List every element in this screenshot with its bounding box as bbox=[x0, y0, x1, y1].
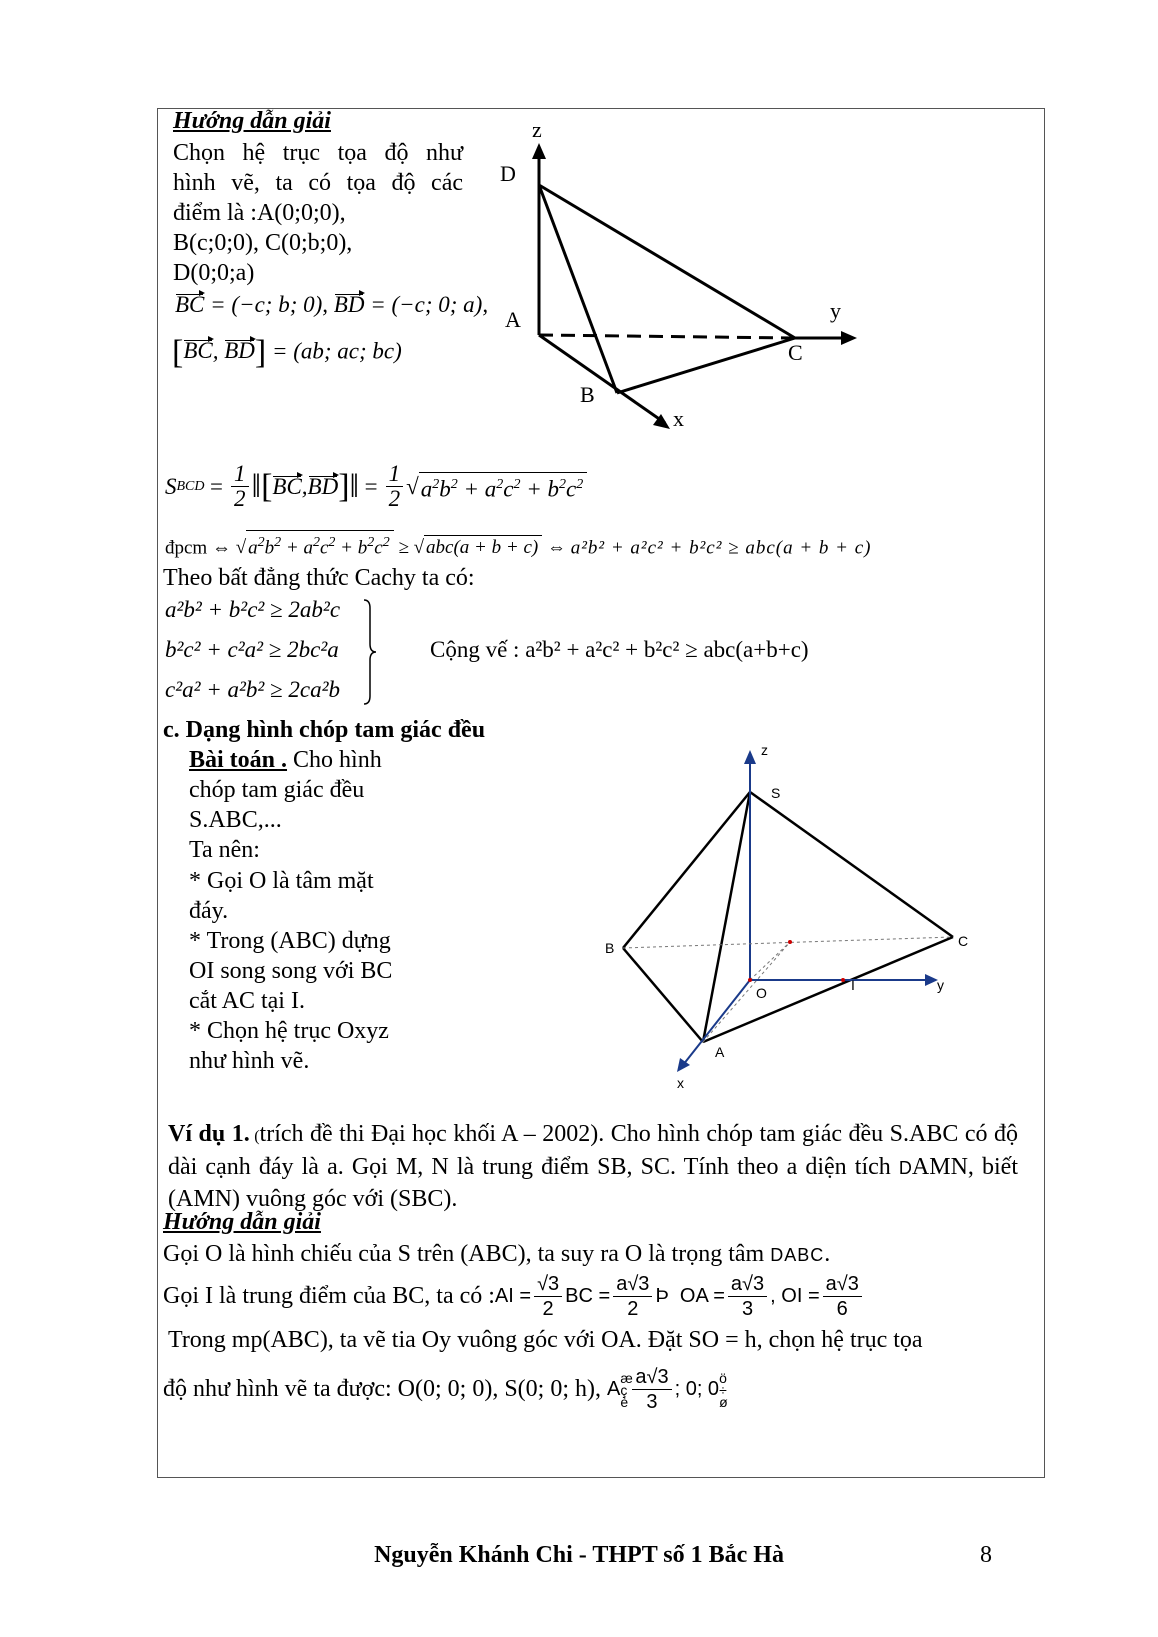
z-arrow bbox=[532, 143, 546, 159]
cross-product-equation: [BC, BD] = (ab; ac; bc) bbox=[172, 334, 402, 371]
edge-SC bbox=[750, 792, 953, 937]
x-axis bbox=[539, 335, 665, 423]
example1-text2: AMN, biết (AMN) vuông góc với (SBC). bbox=[168, 1154, 1018, 1212]
vector-equation: BC = (−c; b; 0), BD = (−c; 0; a), bbox=[175, 292, 489, 317]
label-O: O bbox=[756, 985, 767, 1001]
solution1-line-1: Chọn hệ trục tọa độ như bbox=[173, 140, 463, 166]
dpcm-prefix: đpcm ⇔ bbox=[165, 537, 231, 559]
edge-BA bbox=[623, 948, 703, 1042]
label-z-2: z bbox=[761, 742, 768, 758]
problem-line-9: cắt AC tại I. bbox=[189, 988, 305, 1014]
z-arrow-2 bbox=[744, 750, 756, 764]
example1-line-3: Trong mp(ABC), ta vẽ tia Oy vuông góc với OA. Đặt SO = h, chọn hệ trục tọa bbox=[168, 1327, 923, 1353]
half-num-2: 1 bbox=[386, 462, 404, 487]
example1-label: Ví dụ 1. bbox=[168, 1121, 250, 1147]
half-num-1: 1 bbox=[231, 462, 249, 487]
area-formula: S BCD = $\frac{1}{2}$ ‖ [ BC , BD ] ‖ = $\frac{1}{2}$ √ $a^2b^2 + a^2c^2 + b^2c^2$ bbox=[165, 462, 587, 511]
problem-line-6: đáy. bbox=[189, 898, 229, 924]
page-number: 8 bbox=[980, 1542, 992, 1568]
label-y-2: y bbox=[937, 977, 944, 993]
y-arrow bbox=[841, 331, 857, 345]
hidden-edge-AC bbox=[539, 335, 795, 338]
cauchy-ineq-1: a²b² + b²c² ≥ 2ab²c bbox=[165, 597, 341, 622]
edge-AC bbox=[703, 937, 953, 1042]
edge-DC bbox=[539, 185, 795, 338]
edge-SA bbox=[703, 792, 750, 1042]
hidden-median bbox=[703, 942, 790, 1042]
cauchy-ineq-3: c²a² + a²b² ≥ 2ca²b bbox=[165, 677, 341, 702]
half-den-1: 2 bbox=[234, 486, 246, 511]
solution1-line-3: điểm là :A(0;0;0), bbox=[173, 200, 346, 226]
label-D: D bbox=[500, 161, 516, 186]
label-A: A bbox=[505, 307, 521, 332]
example1-line-1: Gọi O là hình chiếu của S trên (ABC), ta suy ra O là trọng tâm DABC. bbox=[163, 1241, 831, 1267]
system-brace bbox=[362, 598, 382, 706]
cauchy-ineq-2: b²c² + c²a² ≥ 2bc²a bbox=[165, 637, 339, 662]
problem-line-10: * Chọn hệ trục Oxyz bbox=[189, 1018, 389, 1044]
label-S: S bbox=[771, 785, 781, 801]
problem-line-3: S.ABC,... bbox=[189, 807, 282, 833]
problem-line-2: chóp tam giác đều bbox=[189, 777, 365, 803]
pyramid-figure bbox=[595, 740, 995, 1095]
cross-result: = (ab; ac; bc) bbox=[271, 338, 402, 364]
label-x: x bbox=[673, 406, 684, 431]
solution-heading-2: Hướng dẫn giải bbox=[163, 1209, 321, 1235]
problem-line-5: * Gọi O là tâm mặt bbox=[189, 868, 374, 894]
dpcm-line: đpcm ⇔ √ $a^2b^2 + a^2c^2 + b^2c^2$ ≥ √ abc(a + b + c) ⇔ a²b² + a²c² + b²c² ≥ abc(a + b + c) bbox=[165, 530, 872, 560]
point-I bbox=[841, 978, 845, 982]
example1-text: trích đề thi Đại học khối A – 2002). Cho hình chóp tam giác đều S.ABC có độ dài cạnh đáy là a. Gọi M, N là trung điểm SB, SC. Tính theo a diện tích bbox=[168, 1121, 1019, 1180]
label-z: z bbox=[532, 117, 542, 142]
problem-line-1: Bài toán . Cho hình bbox=[189, 747, 382, 773]
label-y: y bbox=[830, 298, 841, 323]
edge-SB bbox=[623, 792, 750, 948]
area-lhs-sub: BCD bbox=[176, 478, 205, 494]
problem-line-7: * Trong (ABC) dựng bbox=[189, 928, 391, 954]
area-lhs: S bbox=[165, 473, 177, 499]
midpoint-dot bbox=[788, 940, 792, 944]
half-den-2: 2 bbox=[388, 486, 401, 511]
vector-eq2: = (−c; 0; a), bbox=[370, 292, 489, 317]
example1-line-4: độ như hình vẽ ta được: O(0; 0; 0), S(0; 0; h), A æ ç è $\frac{a√3}{3}$ ; 0; 0 ö ÷ ø bbox=[163, 1366, 728, 1413]
edge-BC bbox=[617, 338, 795, 393]
point-O bbox=[748, 978, 752, 982]
solution1-line-5: D(0;0;a) bbox=[173, 260, 255, 286]
label-C-2: C bbox=[958, 933, 969, 949]
problem-line-8: OI song song với BC bbox=[189, 958, 393, 984]
cauchy-intro: Theo bất đẳng thức Cachy ta có: bbox=[163, 565, 475, 591]
label-B-2: B bbox=[605, 940, 615, 956]
tetrahedron-figure-1 bbox=[495, 115, 875, 440]
problem-line-11: như hình vẽ. bbox=[189, 1048, 310, 1074]
vector-eq1: = (−c; b; 0), bbox=[210, 292, 329, 317]
dpcm-final: a²b² + a²c² + b²c² ≥ abc(a + b + c) bbox=[570, 537, 872, 559]
label-x-2: x bbox=[677, 1075, 684, 1091]
label-I: I bbox=[851, 977, 855, 993]
section-c-title: c. Dạng hình chóp tam giác đều bbox=[163, 717, 486, 743]
example1-paragraph: Ví dụ 1. (trích đề thi Đại học khối A – 2002). Cho hình chóp tam giác đều S.ABC có độ dài cạnh đáy là a. Gọi M, N là trung điểm SB, SC. Tính theo a diện tích DAMN, biết (AMN) vuông góc với (SBC). bbox=[168, 1121, 1019, 1212]
cauchy-sum: Cộng vế : a²b² + a²c² + b²c² ≥ abc(a+b+c) bbox=[430, 637, 809, 662]
label-B: B bbox=[580, 382, 595, 407]
solution-heading-1: Hướng dẫn giải bbox=[173, 108, 331, 134]
hidden-line-O bbox=[750, 942, 790, 980]
example1-line-2: Gọi I là trung điểm của BC, ta có : AI = $\frac{√3}{2}$ BC = $\frac{a√3}{2}$ Þ OA = $\frac{a√3}{3}$ , OI = $\frac{a√3}{6}$ bbox=[163, 1272, 865, 1321]
label-A-2: A bbox=[715, 1044, 725, 1060]
problem-line-4: Ta nên: bbox=[189, 837, 260, 863]
solution1-line-2: hình vẽ, ta có tọa độ các bbox=[173, 170, 463, 196]
problem-label: Bài toán . bbox=[189, 747, 288, 773]
label-C: C bbox=[788, 340, 803, 365]
solution1-line-4: B(c;0;0), C(0;b;0), bbox=[173, 230, 353, 256]
footer-author: Nguyễn Khánh Chi - THPT số 1 Bắc Hà bbox=[374, 1542, 784, 1568]
hidden-edge-BC bbox=[623, 937, 953, 948]
